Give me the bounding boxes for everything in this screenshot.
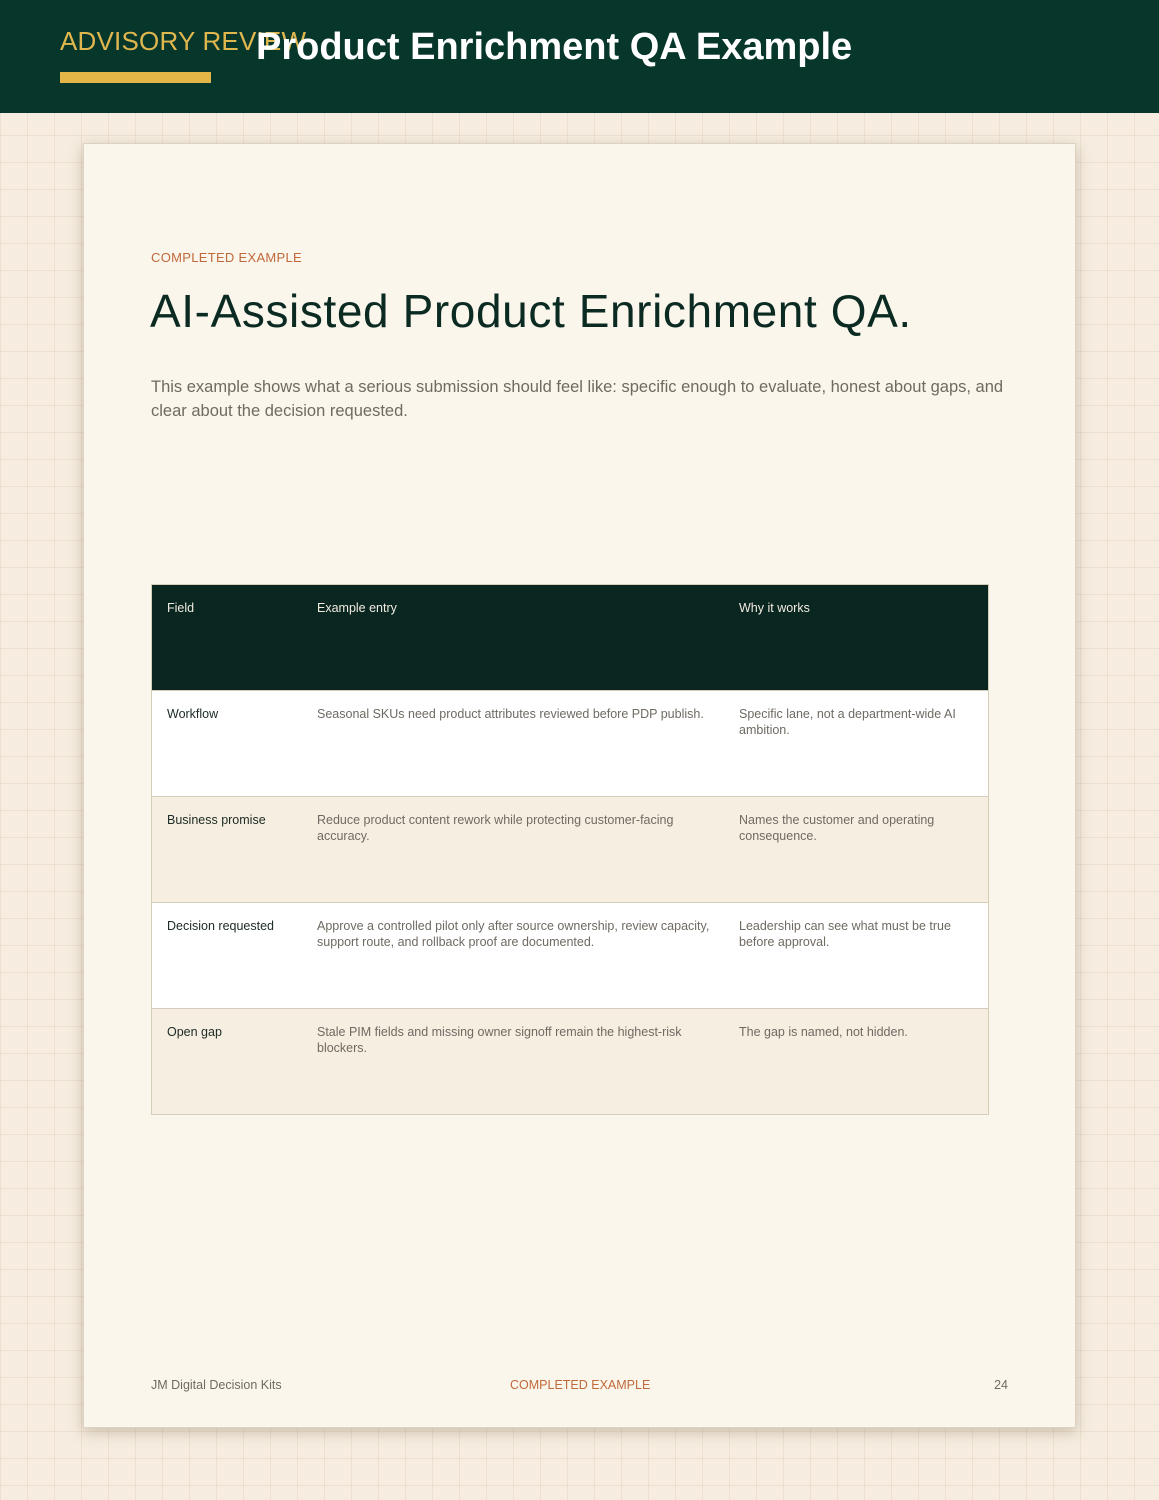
table-header-row <box>152 585 988 690</box>
document-page <box>83 143 1076 1428</box>
column-header-why-it-works: Why it works <box>739 601 810 615</box>
column-header-example-entry: Example entry <box>317 601 397 615</box>
example-table <box>151 584 989 1115</box>
table-row <box>152 796 988 902</box>
table-row <box>152 1008 988 1114</box>
why-it-works-cell: The gap is named, not hidden. <box>739 1025 908 1039</box>
page-header <box>0 0 1159 113</box>
why-it-works-cell: Names the customer and operating consequence. <box>739 813 935 843</box>
section-eyebrow: COMPLETED EXAMPLE <box>151 250 303 265</box>
field-cell: Workflow <box>167 707 219 721</box>
field-cell: Open gap <box>167 1025 222 1039</box>
page-title: AI-Assisted Product Enrichment QA. <box>150 285 912 337</box>
why-it-works-cell: Specific lane, not a department-wide AI ambition. <box>739 707 956 737</box>
header-title: Product Enrichment QA Example <box>256 26 853 68</box>
brand-underline <box>60 72 211 83</box>
table-row <box>152 690 988 796</box>
field-cell: Decision requested <box>167 919 275 933</box>
column-header-field: Field <box>167 601 195 615</box>
brand-label: ADVISORY REVIEW <box>60 26 307 56</box>
example-entry-cell: Reduce product content rework while protecting customer-facing accuracy. <box>317 813 674 843</box>
intro-paragraph: This example shows what a serious submission should feel like: specific enough to evaluate, honest about gaps, and clear about the decision requested. <box>151 378 1004 420</box>
why-it-works-cell: Leadership can see what must be true before approval. <box>739 919 951 949</box>
example-entry-cell: Approve a controlled pilot only after source ownership, review capacity, support route, and rollback proof are documented. <box>317 919 710 949</box>
example-entry-cell: Seasonal SKUs need product attributes reviewed before PDP publish. <box>317 707 704 721</box>
page-number: 24 <box>994 1378 1008 1392</box>
footer-section-label: COMPLETED EXAMPLE <box>510 1378 651 1392</box>
table-row <box>152 902 988 1008</box>
footer-brand: JM Digital Decision Kits <box>151 1378 282 1392</box>
example-entry-cell: Stale PIM fields and missing owner signoff remain the highest-risk blockers. <box>317 1025 682 1055</box>
field-cell: Business promise <box>167 813 266 827</box>
